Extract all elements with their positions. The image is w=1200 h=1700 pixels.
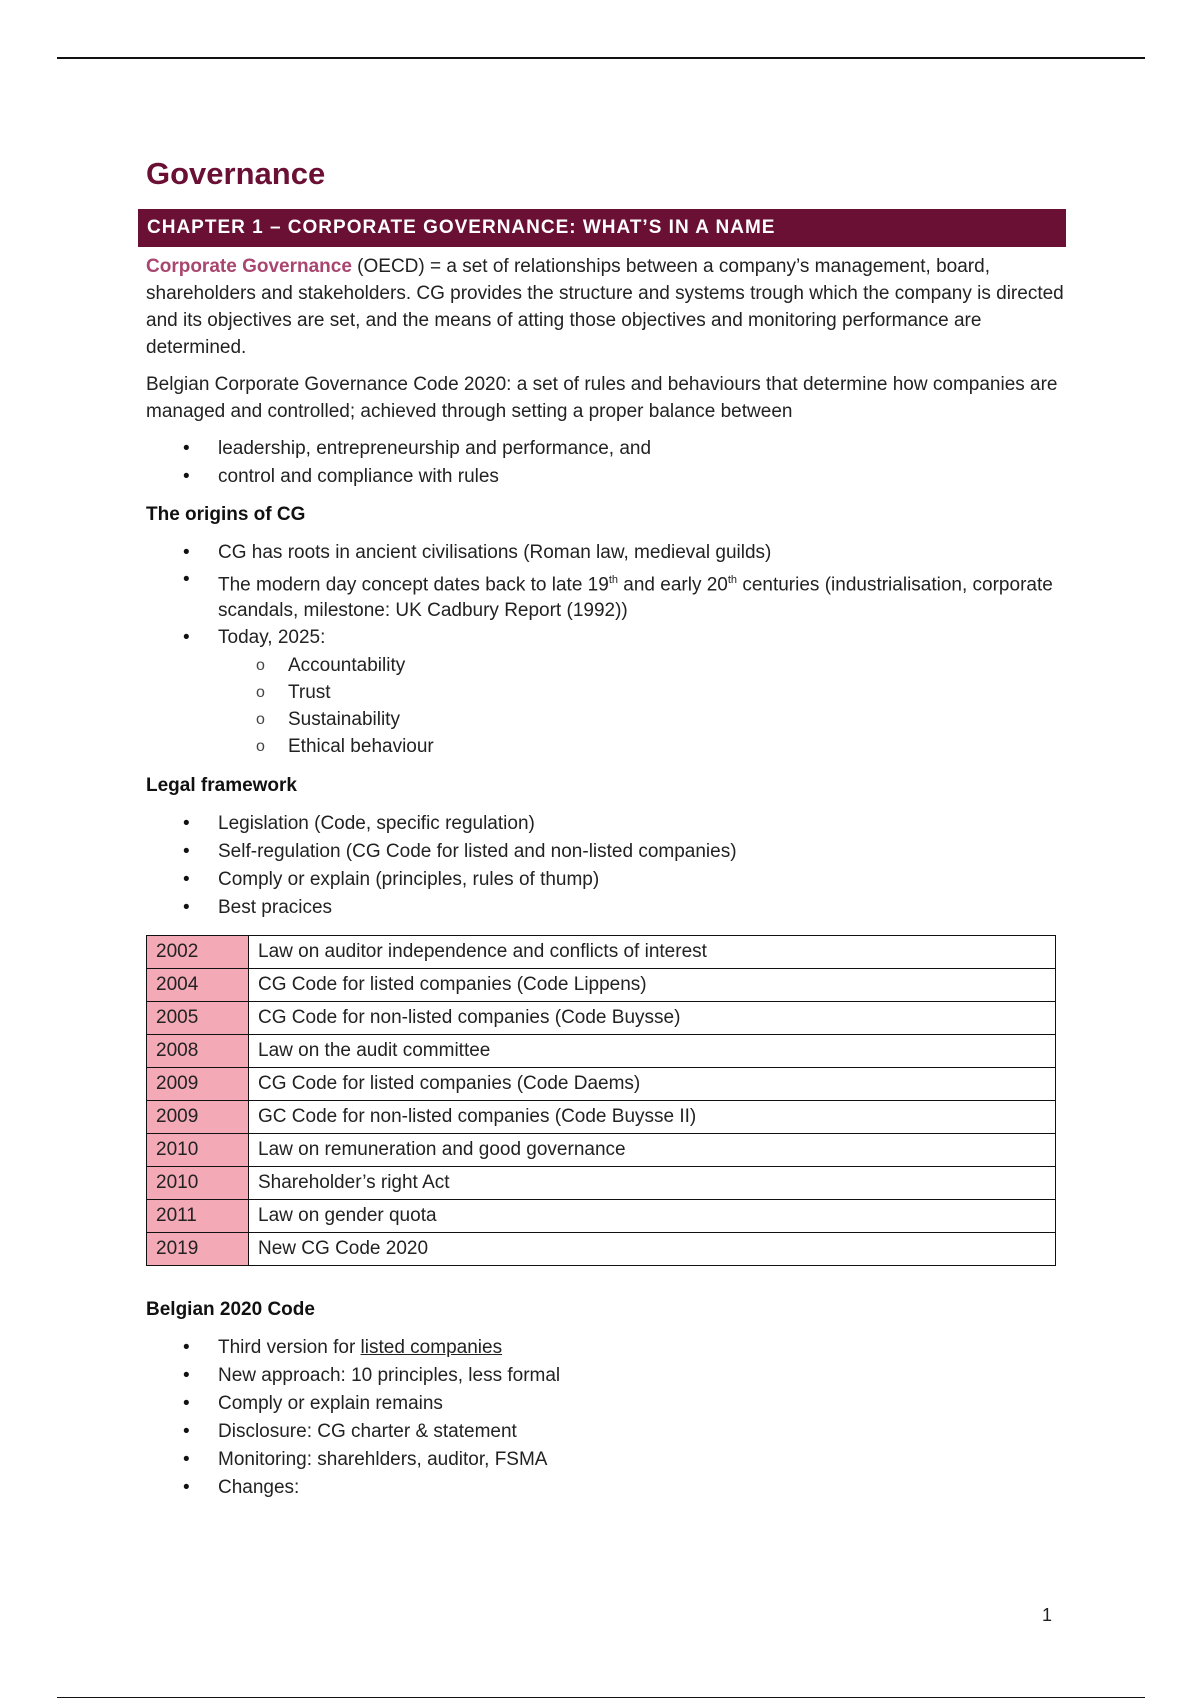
sub-list-item: o Ethical behaviour [146, 733, 1066, 760]
table-row [147, 969, 1056, 1002]
listed-companies-link: listed companies [360, 1337, 503, 1359]
event-cell: CG Code for listed companies (Code Lippens) [249, 969, 1056, 1002]
list-item: • CG has roots in ancient civilisations (Roman law, medieval guilds) [146, 539, 1066, 567]
sub-list-item: o Trust [146, 679, 1066, 706]
belgian-2020-heading: Belgian 2020 Code [146, 1299, 315, 1321]
table-row [147, 1167, 1056, 1200]
belgian-2020-list [146, 1334, 1066, 1502]
item-text: Third version for [218, 1337, 361, 1359]
list-item: • Today, 2025: [146, 624, 1066, 652]
sub-list-item: o Accountability [146, 652, 1066, 679]
list-item: • leadership, entrepreneurship and performance, and [146, 435, 1066, 463]
sub-list-item: o Sustainability [146, 706, 1066, 733]
legal-framework-list [146, 810, 1066, 922]
year-cell: 2002 [147, 936, 249, 969]
superscript: th [727, 574, 738, 586]
definition-term: Corporate Governance [146, 256, 352, 277]
table-row [147, 1134, 1056, 1167]
list-item: • Changes: [146, 1474, 1066, 1502]
event-cell: Law on the audit committee [249, 1035, 1056, 1068]
year-cell: 2019 [147, 1233, 249, 1266]
event-cell: Shareholder’s right Act [249, 1167, 1056, 1200]
list-item: • Legislation (Code, specific regulation) [146, 810, 1066, 838]
origins-text: centuries (industrialisation, corporate scandals, milestone: UK Cadbury Report (1992)) [218, 574, 1053, 622]
event-cell: Law on gender quota [249, 1200, 1056, 1233]
timeline-body [147, 936, 1056, 1266]
event-cell: New CG Code 2020 [249, 1233, 1056, 1266]
list-item: • New approach: 10 principles, less formal [146, 1362, 1066, 1390]
year-cell: 2010 [147, 1167, 249, 1200]
table-row [147, 1200, 1056, 1233]
list-item: • control and compliance with rules [146, 463, 1066, 491]
table-row [147, 1068, 1056, 1101]
origins-heading: The origins of CG [146, 504, 306, 525]
belgian-code-intro: Belgian Corporate Governance Code 2020: a set of rules and behaviours that determine how companies are managed and controlled; achieved through setting a proper balance between [146, 374, 1058, 422]
year-cell: 2011 [147, 1200, 249, 1233]
table-row [147, 1002, 1056, 1035]
list-item: • Self-regulation (CG Code for listed and non-listed companies) [146, 838, 1066, 866]
page-number: 1 [1042, 1605, 1053, 1625]
table-row [147, 1035, 1056, 1068]
event-cell: Law on auditor independence and conflicts of interest [249, 936, 1056, 969]
list-item: • Monitoring: sharehlders, auditor, FSMA [146, 1446, 1066, 1474]
chapter-heading: CHAPTER 1 – CORPORATE GOVERNANCE: WHAT’S IN A NAME [138, 209, 1066, 247]
balance-list [146, 435, 1066, 491]
table-row [147, 936, 1056, 969]
year-cell: 2008 [147, 1035, 249, 1068]
table-row [147, 1101, 1056, 1134]
list-item [146, 1334, 1066, 1362]
list-item [146, 567, 1066, 624]
event-cell: GC Code for non-listed companies (Code Buysse II) [249, 1101, 1056, 1134]
table-row [147, 1233, 1056, 1266]
today-values-list [146, 652, 1066, 760]
list-item: • Comply or explain remains [146, 1390, 1066, 1418]
footer-rule [57, 1697, 1145, 1698]
year-cell: 2005 [147, 1002, 249, 1035]
page-content [146, 152, 1066, 1502]
list-item: • Disclosure: CG charter & statement [146, 1418, 1066, 1446]
event-cell: Law on remuneration and good governance [249, 1134, 1056, 1167]
origins-text: The modern day concept dates back to late 19 [218, 574, 609, 596]
event-cell: CG Code for listed companies (Code Daems) [249, 1068, 1056, 1101]
list-item: • Comply or explain (principles, rules of thump) [146, 866, 1066, 894]
year-cell: 2004 [147, 969, 249, 1002]
year-cell: 2009 [147, 1068, 249, 1101]
definition-text: (OECD) = a set of relationships between a company’s management, board, shareholders and stakeholders. CG provides the structure and systems trough which the company is directed and its objectives are set, and the means of atting those objectives and monitoring performance are determined. [146, 256, 1064, 358]
origins-text: and early 20 [618, 574, 728, 596]
definition-paragraph [146, 253, 1066, 361]
header-rule [57, 57, 1145, 59]
event-cell: CG Code for non-listed companies (Code Buysse) [249, 1002, 1056, 1035]
superscript: th [608, 574, 618, 586]
year-cell: 2010 [147, 1134, 249, 1167]
origins-list [146, 539, 1066, 652]
list-item: • Best pracices [146, 894, 1066, 922]
document-title: Governance [146, 156, 326, 191]
legal-timeline-table [146, 935, 1056, 1266]
year-cell: 2009 [147, 1101, 249, 1134]
legal-framework-heading: Legal framework [146, 775, 297, 797]
